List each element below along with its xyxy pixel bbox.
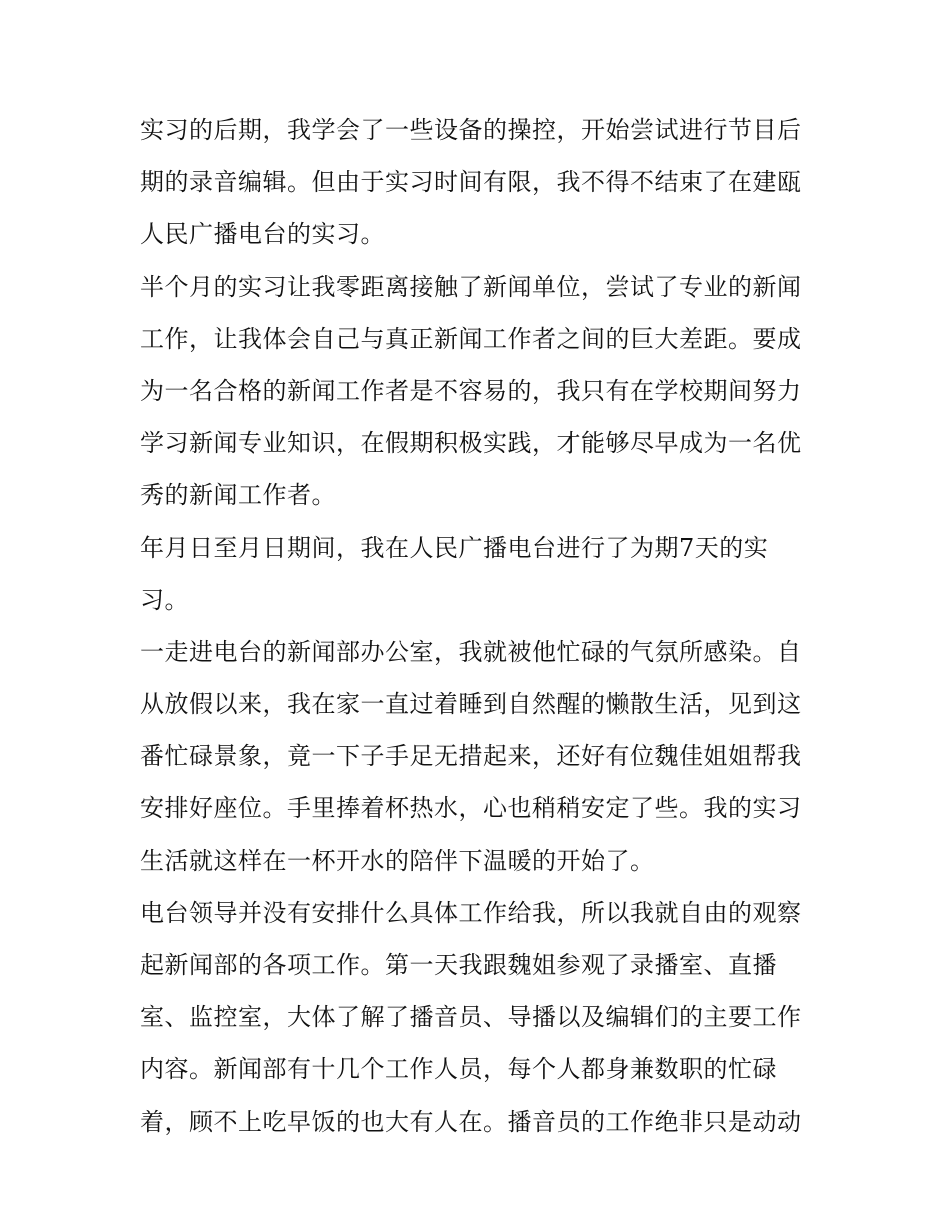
text-line: 学习新闻专业知识，在假期积极实践，才能够尽早成为一名优 bbox=[140, 429, 802, 458]
text-line: 番忙碌景象，竟一下子手足无措起来，还好有位魏佳姐姐帮我 bbox=[140, 742, 802, 771]
text-line: 室、监控室，大体了解了播音员、导播以及编辑们的主要工作 bbox=[140, 1003, 802, 1032]
text-line: 生活就这样在一杯开水的陪伴下温暖的开始了。 bbox=[140, 846, 655, 875]
text-line: 安排好座位。手里捧着杯热水，心也稍稍安定了些。我的实习 bbox=[140, 794, 802, 823]
text-line: 秀的新闻工作者。 bbox=[140, 481, 336, 510]
text-line: 电台领导并没有安排什么具体工作给我，所以我就自由的观察 bbox=[140, 898, 802, 927]
text-line: 为一名合格的新闻工作者是不容易的，我只有在学校期间努力 bbox=[140, 376, 802, 405]
text-line: 内容。新闻部有十几个工作人员，每个人都身兼数职的忙碌 bbox=[140, 1055, 777, 1084]
text-line: 实习的后期，我学会了一些设备的操控，开始尝试进行节目后 bbox=[140, 116, 802, 144]
text-line: 从放假以来，我在家一直过着睡到自然醒的懒散生活，见到这 bbox=[140, 690, 802, 719]
document-body bbox=[140, 104, 812, 1148]
text-line: 着，顾不上吃早饭的也大有人在。播音员的工作绝非只是动动 bbox=[140, 1107, 802, 1136]
text-line: 习。 bbox=[140, 585, 189, 614]
text-line: 工作，让我体会自己与真正新闻工作者之间的巨大差距。要成 bbox=[140, 324, 802, 353]
text-line: 年月日至月日期间，我在人民广播电台进行了为期7天的实 bbox=[140, 533, 769, 562]
text-line: 半个月的实习让我零距离接触了新闻单位，尝试了专业的新闻 bbox=[140, 272, 802, 301]
text-line: 人民广播电台的实习。 bbox=[140, 220, 385, 249]
text-line: 期的录音编辑。但由于实习时间有限，我不得不结束了在建瓯 bbox=[140, 168, 802, 197]
text-line: 一走进电台的新闻部办公室，我就被他忙碌的气氛所感染。自 bbox=[140, 637, 802, 666]
text-line: 起新闻部的各项工作。第一天我跟魏姐参观了录播室、直播 bbox=[140, 951, 777, 979]
